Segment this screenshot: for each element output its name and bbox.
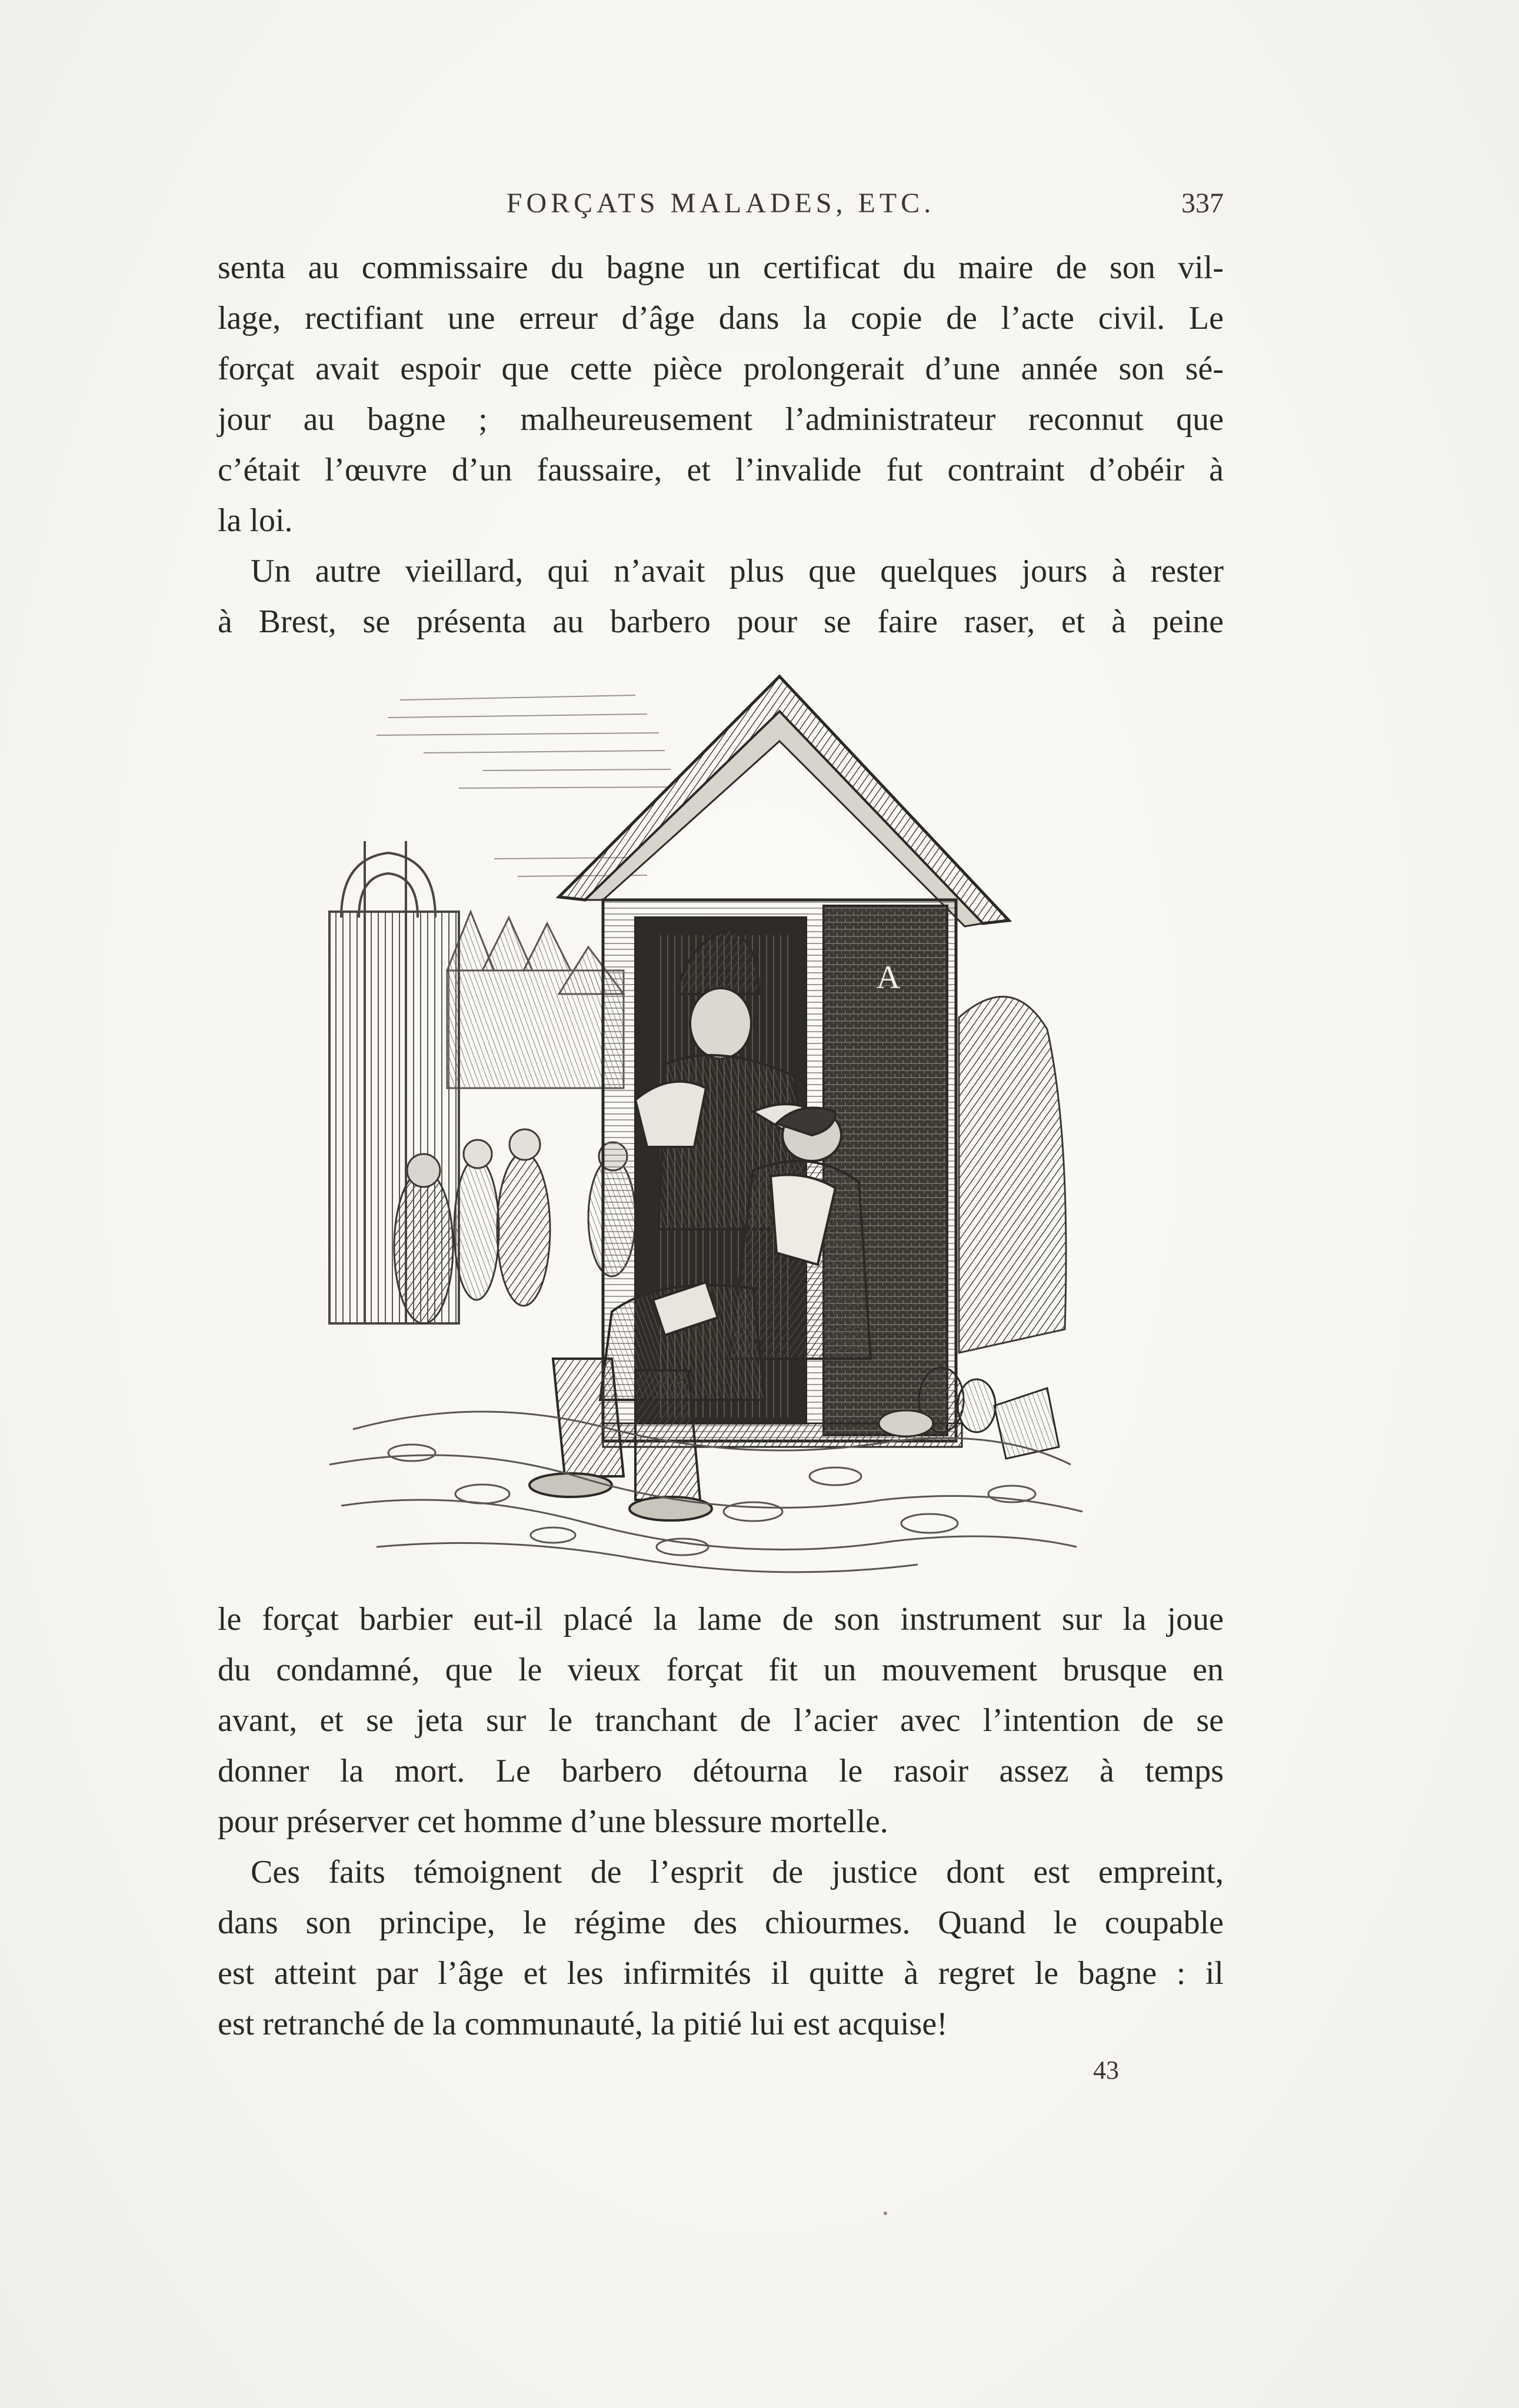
shadow-foliage (959, 996, 1066, 1353)
sentry-box-sign: A (876, 959, 901, 996)
text-line: le forçat barbier eut-il placé la lame de son instrument sur la joue (218, 1601, 1224, 1637)
text-line: du condamné, que le vieux forçat fit un mouvement brusque en (218, 1652, 1224, 1688)
text-line: Un autre vieillard, qui n’avait plus que quelques jours à rester (251, 553, 1224, 589)
running-title: FORÇATS MALADES, ETC. (506, 188, 935, 219)
text-line: forçat avait espoir que cette pièce prolongerait d’une année son sé- (218, 351, 1224, 387)
signature-mark: 43 (1093, 2056, 1119, 2085)
text-line: la loi. (218, 502, 293, 539)
text-line: à Brest, se présenta au barbero pour se faire raser, et à peine (218, 603, 1224, 640)
text-line: c’était l’œuvre d’un faussaire, et l’invalide fut contraint d’obéir à (218, 452, 1224, 488)
background-houses (447, 912, 624, 1088)
text-block-bottom (218, 1594, 1224, 2049)
engraving-illustration (306, 665, 1130, 1582)
text-line: avant, et se jeta sur le tranchant de l’acier avec l’intention de se (218, 1702, 1224, 1739)
text-line: est atteint par l’âge et les infirmités il quitte à regret le bagne : il (218, 1955, 1224, 1992)
page-number: 337 (1181, 188, 1224, 219)
text-block-top (218, 242, 1224, 647)
text-line: pour préserver cet homme d’une blessure mortelle. (218, 1803, 888, 1840)
text-line: dans son principe, le régime des chiourmes. Quand le coupable (218, 1905, 1224, 1941)
text-line: jour au bagne ; malheureusement l’administrateur reconnut que (218, 401, 1224, 438)
text-line: est retranché de la communauté, la pitié lui est acquise! (218, 2006, 948, 2042)
background-convicts (394, 1129, 635, 1323)
text-line: Ces faits témoignent de l’esprit de justice dont est empreint, (251, 1854, 1224, 1890)
text-line: lage, rectifiant une erreur d’âge dans la copie de l’acte civil. Le (218, 300, 1224, 336)
text-line: donner la mort. Le barbero détourna le rasoir assez à temps (218, 1753, 1224, 1789)
page-header (218, 187, 1224, 234)
paper-speck (884, 2212, 887, 2215)
text-line: senta au commissaire du bagne un certificat du maire de son vil- (218, 249, 1224, 286)
